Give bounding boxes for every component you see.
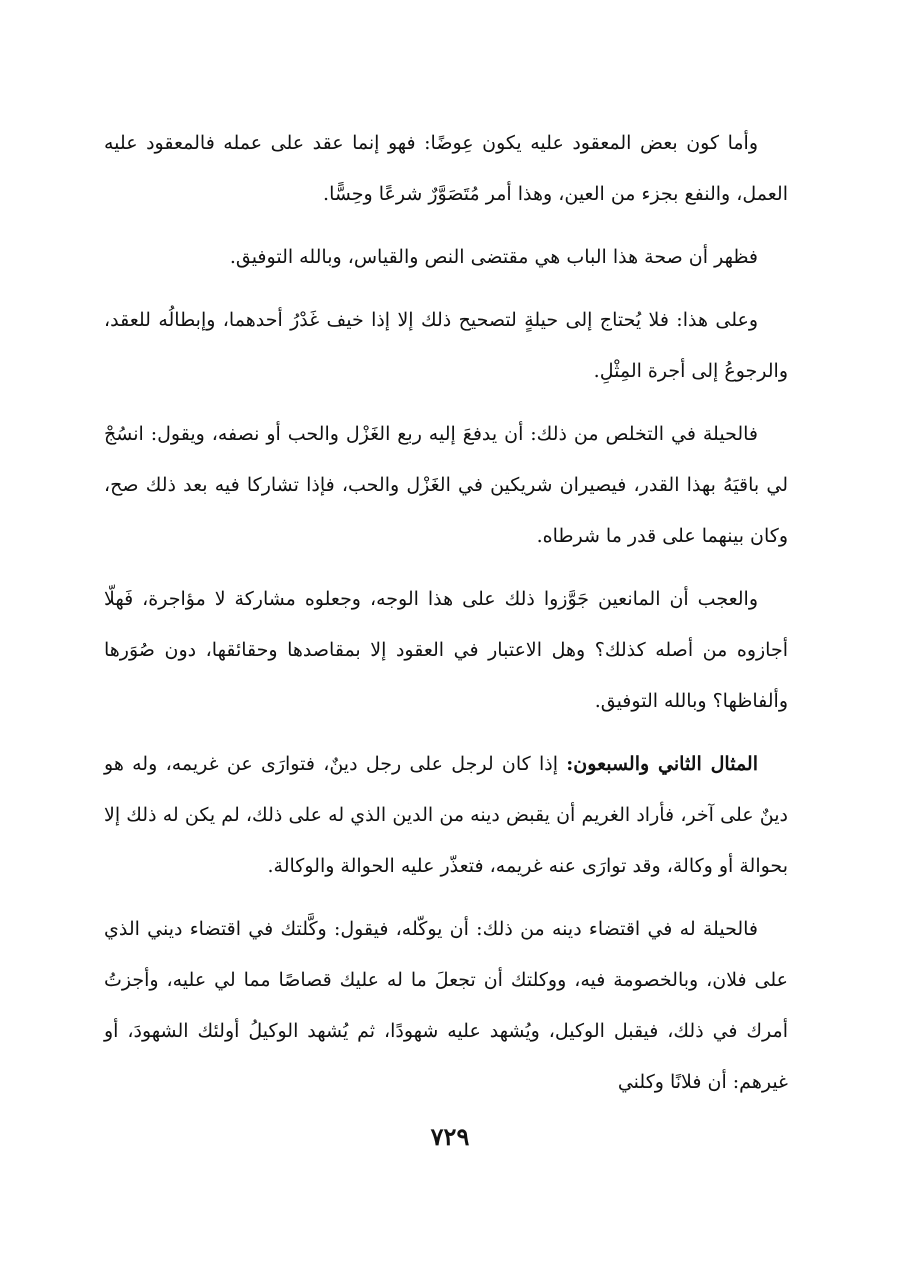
paragraph-2: فظهر أن صحة هذا الباب هي مقتضى النص والقياس، وبالله التوفيق. xyxy=(229,246,758,268)
example-paragraph xyxy=(104,739,788,892)
page-number: ٧٢٩ xyxy=(430,1122,470,1151)
page-body xyxy=(104,118,788,1120)
paragraph-5: والعجب أن المانعين جَوَّزوا ذلك على هذا الوجه، وجعلوه مشاركة لا مؤاجرة، فَهلّا أجازوه من أصله كذلك؟ وهل الاعتبار في العقود إلا بمقاصدها وحقائقها، دون صُوَرها وألفاظها؟ وبالله التوفيق. xyxy=(104,588,788,712)
example-text: إذا كان لرجل على رجل دينٌ، فتوارَى عن غريمه، وله هو دينٌ على آخر، فأراد الغريم أن يقبض دينه من الدين الذي له على ذلك، لم يكن له ذلك إلا بحوالة أو وكالة، وقد توارَى عنه غريمه، فتعذّر عليه الحوالة والوكالة. xyxy=(104,753,788,877)
paragraph-6: فالحيلة له في اقتضاء دينه من ذلك: أن يوكّله، فيقول: وكَّلتك في اقتضاء ديني الذي على فلان، وبالخصومة فيه، ووكلتك أن تجعلَ ما له عليك قصاصًا مما لي عليه، وأجزتُ أمرك في ذلك، فيقبل الوكيل، ويُشهد عليه شهودًا، ثم يُشهد الوكيلُ أولئك الشهودَ، أو غيرهم: أن فلانًا وكلني xyxy=(104,918,788,1093)
example-heading: المثال الثاني والسبعون: xyxy=(566,753,758,775)
paragraph-1: وأما كون بعض المعقود عليه يكون عِوضًا: فهو إنما عقد على عمله فالمعقود عليه العمل، والنفع بجزء من العين، وهذا أمر مُتَصَوَّرٌ شرعًا وحِسًّا. xyxy=(104,132,788,205)
paragraph-4: فالحيلة في التخلص من ذلك: أن يدفعَ إليه ربع الغَزْل والحب أو نصفه، ويقول: انسُجْ لي باقيَهُ بهذا القدر، فيصيران شريكين في الغَزْل والحب، فإذا تشاركا فيه بعد ذلك صح، وكان بينهما على قدر ما شرطاه. xyxy=(104,423,788,547)
paragraph-3: وعلى هذا: فلا يُحتاج إلى حيلةٍ لتصحيح ذلك إلا إذا خيف غَدْرُ أحدهما، وإبطالُه للعقد، والرجوعُ إلى أجرة المِثْلِ. xyxy=(104,309,788,382)
